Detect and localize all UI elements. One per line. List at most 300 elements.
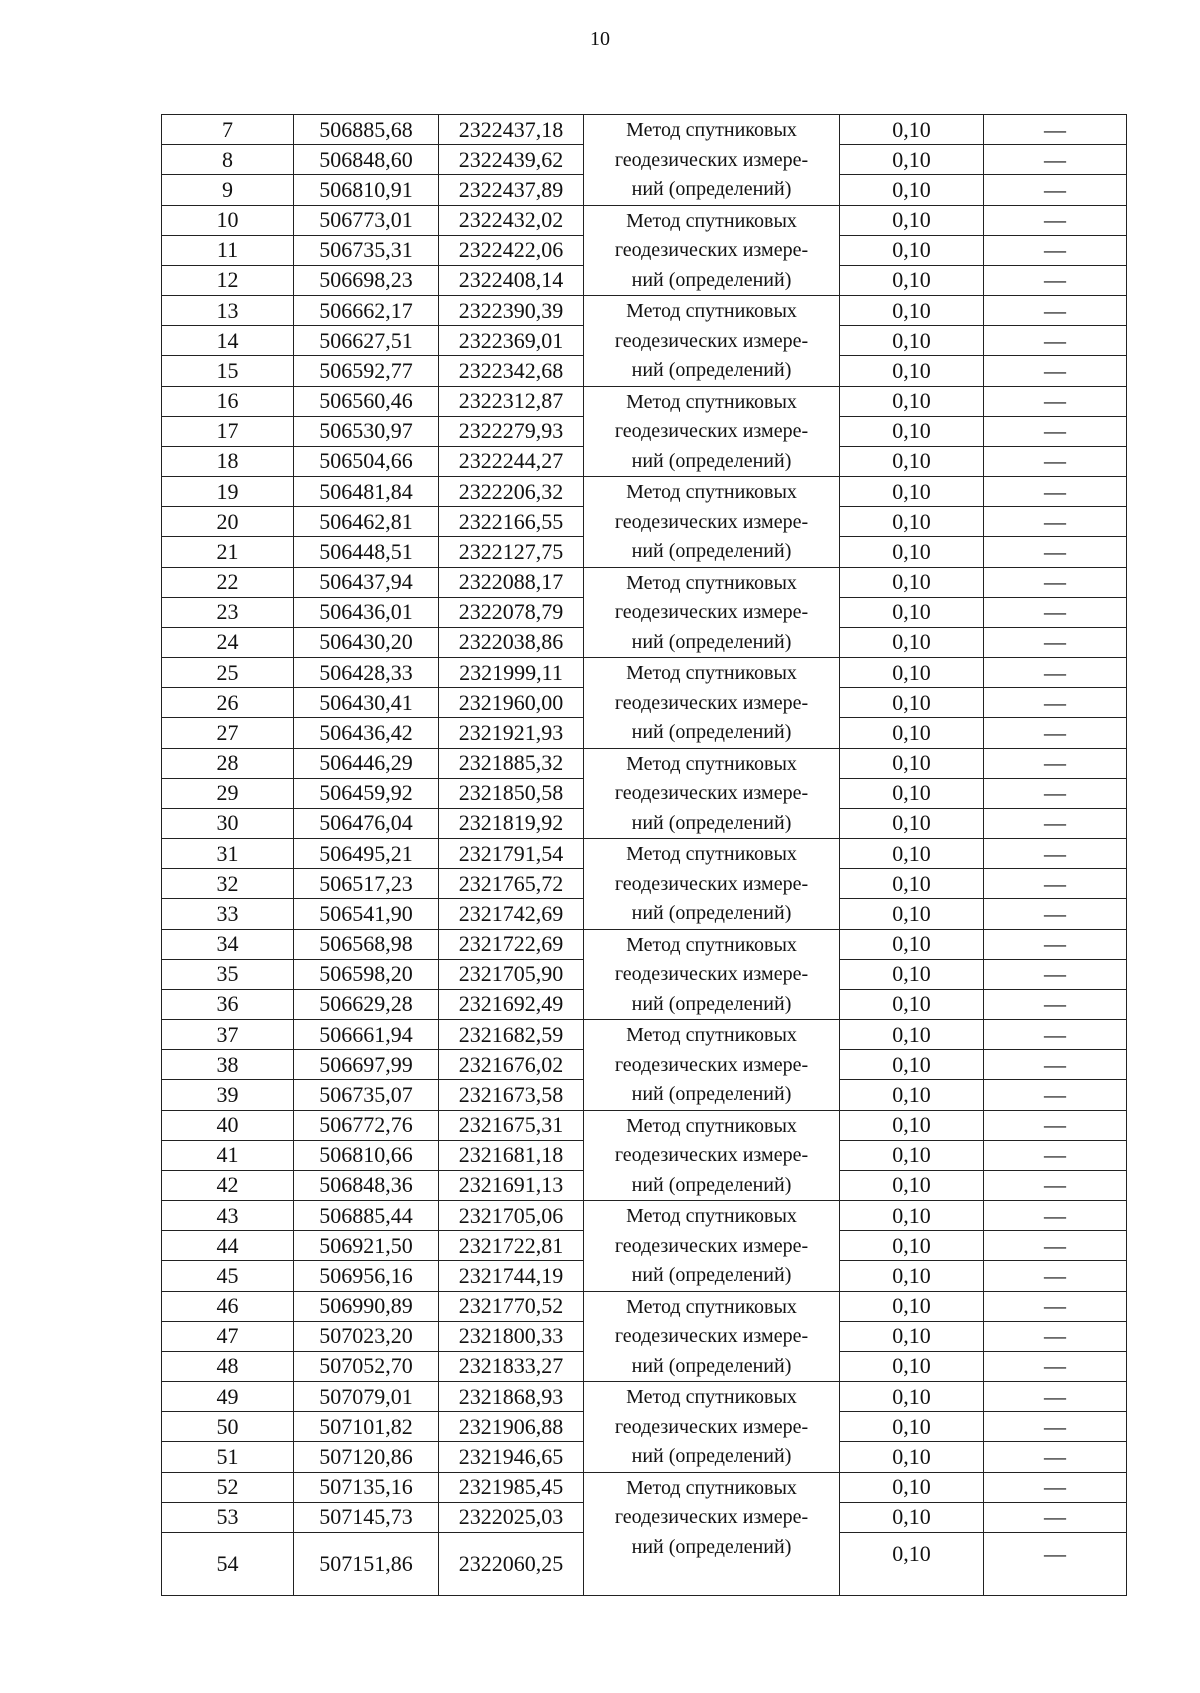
- note-cell: —: [984, 265, 1127, 295]
- method-cell: [584, 658, 840, 749]
- coordinate-x-cell: 506848,60: [294, 145, 439, 175]
- point-number-cell: 45: [162, 1261, 294, 1291]
- coordinate-x-cell: 506436,01: [294, 597, 439, 627]
- point-number-cell: 46: [162, 1291, 294, 1321]
- point-number-cell: 37: [162, 1020, 294, 1050]
- coordinate-x-cell: 507120,86: [294, 1442, 439, 1472]
- accuracy-cell: 0,10: [840, 1020, 984, 1050]
- method-text-line: Метод спутниковых: [626, 300, 797, 322]
- table-row: [162, 1291, 1127, 1321]
- accuracy-cell: 0,10: [840, 688, 984, 718]
- method-text-line: ний (определений): [631, 1083, 792, 1105]
- note-cell: —: [984, 507, 1127, 537]
- method-text-line: ний (определений): [631, 992, 792, 1015]
- method-text-line: геодезических измере-: [614, 1415, 809, 1438]
- coordinate-y-cell: 2322166,55: [439, 507, 584, 537]
- point-number-cell: 34: [162, 929, 294, 959]
- coordinate-x-cell: 506459,92: [294, 778, 439, 808]
- method-cell: [584, 296, 840, 387]
- table-row: [162, 205, 1127, 235]
- point-number-cell: 53: [162, 1502, 294, 1532]
- accuracy-cell: 0,10: [840, 1532, 984, 1595]
- accuracy-cell: 0,10: [840, 989, 984, 1019]
- coordinate-x-cell: 506698,23: [294, 265, 439, 295]
- coordinate-x-cell: 506541,90: [294, 899, 439, 929]
- accuracy-cell: 0,10: [840, 1140, 984, 1170]
- accuracy-cell: 0,10: [840, 1472, 984, 1502]
- method-text-line: ний (определений): [631, 449, 792, 472]
- point-number-cell: 12: [162, 265, 294, 295]
- point-number-cell: 10: [162, 205, 294, 235]
- note-cell: —: [984, 899, 1127, 929]
- accuracy-cell: 0,10: [840, 235, 984, 265]
- coordinate-x-cell: 506810,91: [294, 175, 439, 205]
- coordinate-y-cell: 2321742,69: [439, 899, 584, 929]
- note-cell: —: [984, 1502, 1127, 1532]
- note-cell: —: [984, 718, 1127, 748]
- accuracy-cell: 0,10: [840, 1201, 984, 1231]
- accuracy-cell: 0,10: [840, 627, 984, 657]
- coordinate-y-cell: 2321800,33: [439, 1321, 584, 1351]
- accuracy-cell: 0,10: [840, 899, 984, 929]
- method-text-line: Метод спутниковых: [626, 1476, 797, 1499]
- method-text-line: ний (определений): [631, 178, 792, 200]
- point-number-cell: 49: [162, 1382, 294, 1412]
- coordinate-x-cell: 506476,04: [294, 808, 439, 838]
- method-text-line: геодезических измере-: [614, 148, 809, 171]
- coordinate-x-cell: 506448,51: [294, 537, 439, 567]
- coordinate-x-cell: 507101,82: [294, 1412, 439, 1442]
- coordinate-y-cell: 2322060,25: [439, 1532, 584, 1595]
- coordinate-x-cell: 506504,66: [294, 446, 439, 476]
- accuracy-cell: 0,10: [840, 959, 984, 989]
- accuracy-cell: 0,10: [840, 115, 984, 145]
- point-number-cell: 19: [162, 477, 294, 507]
- coordinate-y-cell: 2322422,06: [439, 235, 584, 265]
- accuracy-cell: 0,10: [840, 718, 984, 748]
- method-text-line: ний (определений): [631, 1354, 792, 1377]
- method-text-line: Метод спутниковых: [626, 1295, 797, 1318]
- coordinate-y-cell: 2322369,01: [439, 326, 584, 356]
- note-cell: —: [984, 688, 1127, 718]
- coordinate-y-cell: 2322279,93: [439, 416, 584, 446]
- coordinate-x-cell: 506437,94: [294, 567, 439, 597]
- note-cell: —: [984, 627, 1127, 657]
- coordinate-x-cell: 507079,01: [294, 1382, 439, 1412]
- method-cell: [584, 205, 840, 296]
- note-cell: —: [984, 1532, 1127, 1595]
- coordinate-x-cell: 506430,20: [294, 627, 439, 657]
- method-text-line: геодезических измере-: [614, 1144, 809, 1166]
- coordinate-x-cell: 506735,07: [294, 1080, 439, 1110]
- method-cell: [584, 386, 840, 477]
- note-cell: —: [984, 869, 1127, 899]
- method-text-line: ний (определений): [631, 811, 792, 834]
- accuracy-cell: 0,10: [840, 205, 984, 235]
- coordinate-y-cell: 2321691,13: [439, 1170, 584, 1200]
- accuracy-cell: 0,10: [840, 1382, 984, 1412]
- note-cell: —: [984, 597, 1127, 627]
- table-row: [162, 839, 1127, 869]
- coordinate-x-cell: 506885,44: [294, 1201, 439, 1231]
- method-cell: [584, 477, 840, 568]
- note-cell: —: [984, 1472, 1127, 1502]
- table-row: [162, 115, 1127, 145]
- note-cell: —: [984, 537, 1127, 567]
- table-row: [162, 929, 1127, 959]
- method-text-line: ний (определений): [631, 359, 792, 381]
- method-text-line: ний (определений): [631, 1264, 792, 1286]
- point-number-cell: 33: [162, 899, 294, 929]
- note-cell: —: [984, 808, 1127, 838]
- method-cell: [584, 839, 840, 930]
- note-cell: —: [984, 658, 1127, 688]
- note-cell: —: [984, 115, 1127, 145]
- method-text-line: Метод спутниковых: [626, 481, 797, 503]
- note-cell: —: [984, 929, 1127, 959]
- point-number-cell: 21: [162, 537, 294, 567]
- accuracy-cell: 0,10: [840, 597, 984, 627]
- coordinate-y-cell: 2321921,93: [439, 718, 584, 748]
- method-cell: [584, 1020, 840, 1111]
- note-cell: —: [984, 748, 1127, 778]
- note-cell: —: [984, 175, 1127, 205]
- coordinate-x-cell: 506629,28: [294, 989, 439, 1019]
- coordinate-y-cell: 2322206,32: [439, 477, 584, 507]
- coordinate-x-cell: 506592,77: [294, 356, 439, 386]
- coordinate-x-cell: 506627,51: [294, 326, 439, 356]
- coordinate-y-cell: 2322025,03: [439, 1502, 584, 1532]
- point-number-cell: 54: [162, 1532, 294, 1595]
- method-text-line: Метод спутниковых: [626, 662, 797, 684]
- coordinate-y-cell: 2321985,45: [439, 1472, 584, 1502]
- point-number-cell: 26: [162, 688, 294, 718]
- accuracy-cell: 0,10: [840, 386, 984, 416]
- accuracy-cell: 0,10: [840, 507, 984, 537]
- accuracy-cell: 0,10: [840, 1351, 984, 1381]
- point-number-cell: 16: [162, 386, 294, 416]
- coordinate-y-cell: 2321675,31: [439, 1110, 584, 1140]
- method-text-line: ний (определений): [631, 268, 792, 291]
- method-text-line: Метод спутниковых: [626, 1114, 797, 1137]
- accuracy-cell: 0,10: [840, 296, 984, 326]
- accuracy-cell: 0,10: [840, 1412, 984, 1442]
- point-number-cell: 39: [162, 1080, 294, 1110]
- point-number-cell: 27: [162, 718, 294, 748]
- coordinate-y-cell: 2321868,93: [439, 1382, 584, 1412]
- method-text-line: геодезических измере-: [614, 420, 809, 442]
- coordinate-y-cell: 2322408,14: [439, 265, 584, 295]
- method-text-line: ний (определений): [631, 1173, 792, 1196]
- coordinate-y-cell: 2321722,69: [439, 929, 584, 959]
- method-text-line: геодезических измере-: [614, 239, 809, 261]
- table-row: [162, 1020, 1127, 1050]
- note-cell: —: [984, 1080, 1127, 1110]
- point-number-cell: 9: [162, 175, 294, 205]
- method-text-line: ний (определений): [631, 540, 792, 562]
- point-number-cell: 50: [162, 1412, 294, 1442]
- note-cell: —: [984, 296, 1127, 326]
- coordinate-x-cell: 506662,17: [294, 296, 439, 326]
- note-cell: —: [984, 1291, 1127, 1321]
- coordinate-y-cell: 2321705,90: [439, 959, 584, 989]
- coordinates-table: [161, 114, 1127, 1596]
- accuracy-cell: 0,10: [840, 326, 984, 356]
- note-cell: —: [984, 1110, 1127, 1140]
- method-cell: [584, 748, 840, 839]
- method-text-line: геодезических измере-: [614, 782, 809, 804]
- coordinate-y-cell: 2322432,02: [439, 205, 584, 235]
- point-number-cell: 32: [162, 869, 294, 899]
- note-cell: —: [984, 839, 1127, 869]
- coordinate-y-cell: 2322244,27: [439, 446, 584, 476]
- method-text-line: Метод спутниковых: [626, 843, 797, 865]
- method-cell: [584, 1382, 840, 1473]
- point-number-cell: 30: [162, 808, 294, 838]
- note-cell: —: [984, 477, 1127, 507]
- point-number-cell: 17: [162, 416, 294, 446]
- note-cell: —: [984, 1261, 1127, 1291]
- accuracy-cell: 0,10: [840, 1170, 984, 1200]
- note-cell: —: [984, 989, 1127, 1019]
- coordinate-y-cell: 2321681,18: [439, 1140, 584, 1170]
- coordinate-y-cell: 2322127,75: [439, 537, 584, 567]
- coordinate-y-cell: 2321906,88: [439, 1412, 584, 1442]
- coordinate-x-cell: 506885,68: [294, 115, 439, 145]
- method-text-line: Метод спутниковых: [626, 390, 797, 413]
- accuracy-cell: 0,10: [840, 748, 984, 778]
- note-cell: —: [984, 778, 1127, 808]
- point-number-cell: 25: [162, 658, 294, 688]
- accuracy-cell: 0,10: [840, 1261, 984, 1291]
- method-text-line: ний (определений): [631, 630, 792, 653]
- accuracy-cell: 0,10: [840, 1110, 984, 1140]
- table-row: [162, 386, 1127, 416]
- table-row: [162, 658, 1127, 688]
- coordinate-y-cell: 2321819,92: [439, 808, 584, 838]
- coordinate-y-cell: 2321692,49: [439, 989, 584, 1019]
- accuracy-cell: 0,10: [840, 929, 984, 959]
- note-cell: —: [984, 1050, 1127, 1080]
- note-cell: —: [984, 235, 1127, 265]
- coordinate-y-cell: 2322390,39: [439, 296, 584, 326]
- coordinate-x-cell: 506773,01: [294, 205, 439, 235]
- accuracy-cell: 0,10: [840, 1442, 984, 1472]
- note-cell: —: [984, 1140, 1127, 1170]
- page-number: 10: [590, 28, 610, 50]
- method-text-line: геодезических измере-: [614, 601, 809, 623]
- coordinate-x-cell: 507052,70: [294, 1351, 439, 1381]
- coordinate-x-cell: 506462,81: [294, 507, 439, 537]
- point-number-cell: 36: [162, 989, 294, 1019]
- method-text-line: геодезических измере-: [614, 329, 809, 352]
- note-cell: —: [984, 1020, 1127, 1050]
- point-number-cell: 43: [162, 1201, 294, 1231]
- coordinate-x-cell: 507145,73: [294, 1502, 439, 1532]
- coordinate-y-cell: 2322078,79: [439, 597, 584, 627]
- method-text-line: ний (определений): [631, 1445, 792, 1467]
- point-number-cell: 29: [162, 778, 294, 808]
- coordinate-x-cell: 506735,31: [294, 235, 439, 265]
- method-cell: [584, 1472, 840, 1595]
- point-number-cell: 38: [162, 1050, 294, 1080]
- method-text-line: ний (определений): [631, 1535, 792, 1558]
- method-text-line: геодезических измере-: [614, 872, 809, 895]
- coordinate-y-cell: 2321744,19: [439, 1261, 584, 1291]
- point-number-cell: 22: [162, 567, 294, 597]
- point-number-cell: 44: [162, 1231, 294, 1261]
- note-cell: —: [984, 1321, 1127, 1351]
- coordinate-y-cell: 2322038,86: [439, 627, 584, 657]
- note-cell: —: [984, 1442, 1127, 1472]
- table-row: [162, 477, 1127, 507]
- accuracy-cell: 0,10: [840, 265, 984, 295]
- point-number-cell: 51: [162, 1442, 294, 1472]
- coordinate-y-cell: 2321722,81: [439, 1231, 584, 1261]
- coordinate-y-cell: 2322437,18: [439, 115, 584, 145]
- accuracy-cell: 0,10: [840, 869, 984, 899]
- point-number-cell: 15: [162, 356, 294, 386]
- coordinate-x-cell: 506810,66: [294, 1140, 439, 1170]
- point-number-cell: 48: [162, 1351, 294, 1381]
- accuracy-cell: 0,10: [840, 1231, 984, 1261]
- coordinate-x-cell: 506697,99: [294, 1050, 439, 1080]
- point-number-cell: 42: [162, 1170, 294, 1200]
- accuracy-cell: 0,10: [840, 1050, 984, 1080]
- coordinate-x-cell: 506430,41: [294, 688, 439, 718]
- accuracy-cell: 0,10: [840, 175, 984, 205]
- coordinate-y-cell: 2321765,72: [439, 869, 584, 899]
- coordinate-y-cell: 2322437,89: [439, 175, 584, 205]
- method-text-line: Метод спутниковых: [626, 933, 797, 956]
- method-cell: [584, 567, 840, 658]
- method-text-line: геодезических измере-: [614, 1053, 809, 1076]
- coordinate-y-cell: 2321705,06: [439, 1201, 584, 1231]
- accuracy-cell: 0,10: [840, 145, 984, 175]
- accuracy-cell: 0,10: [840, 808, 984, 838]
- method-text-line: Метод спутниковых: [626, 752, 797, 775]
- method-text-line: Метод спутниковых: [626, 209, 797, 232]
- table-row: [162, 296, 1127, 326]
- method-cell: [584, 1291, 840, 1382]
- coordinate-x-cell: 506530,97: [294, 416, 439, 446]
- point-number-cell: 28: [162, 748, 294, 778]
- accuracy-cell: 0,10: [840, 416, 984, 446]
- point-number-cell: 23: [162, 597, 294, 627]
- coordinate-x-cell: 506921,50: [294, 1231, 439, 1261]
- accuracy-cell: 0,10: [840, 477, 984, 507]
- coordinate-y-cell: 2321999,11: [439, 658, 584, 688]
- method-text-line: геодезических измере-: [614, 510, 809, 533]
- coordinate-x-cell: 506661,94: [294, 1020, 439, 1050]
- coordinate-x-cell: 506517,23: [294, 869, 439, 899]
- method-text-line: ний (определений): [631, 721, 792, 743]
- point-number-cell: 41: [162, 1140, 294, 1170]
- coordinate-x-cell: 506848,36: [294, 1170, 439, 1200]
- coordinate-y-cell: 2321885,32: [439, 748, 584, 778]
- coordinate-x-cell: 507135,16: [294, 1472, 439, 1502]
- point-number-cell: 35: [162, 959, 294, 989]
- coordinate-y-cell: 2321850,58: [439, 778, 584, 808]
- table-row: [162, 1110, 1127, 1140]
- coordinate-y-cell: 2321833,27: [439, 1351, 584, 1381]
- table-row: [162, 1472, 1127, 1502]
- point-number-cell: 11: [162, 235, 294, 265]
- note-cell: —: [984, 386, 1127, 416]
- accuracy-cell: 0,10: [840, 567, 984, 597]
- note-cell: —: [984, 416, 1127, 446]
- note-cell: —: [984, 326, 1127, 356]
- point-number-cell: 8: [162, 145, 294, 175]
- coordinate-x-cell: 507151,86: [294, 1532, 439, 1595]
- point-number-cell: 20: [162, 507, 294, 537]
- coordinate-x-cell: 506428,33: [294, 658, 439, 688]
- table-row: [162, 1201, 1127, 1231]
- note-cell: —: [984, 1231, 1127, 1261]
- table-row: [162, 748, 1127, 778]
- point-number-cell: 24: [162, 627, 294, 657]
- note-cell: —: [984, 567, 1127, 597]
- accuracy-cell: 0,10: [840, 839, 984, 869]
- method-text-line: ний (определений): [631, 902, 792, 924]
- note-cell: —: [984, 145, 1127, 175]
- method-text-line: геодезических измере-: [614, 1234, 809, 1257]
- method-cell: [584, 929, 840, 1020]
- note-cell: —: [984, 205, 1127, 235]
- coordinate-x-cell: 506772,76: [294, 1110, 439, 1140]
- accuracy-cell: 0,10: [840, 1502, 984, 1532]
- method-text-line: Метод спутниковых: [626, 119, 797, 141]
- coordinate-x-cell: 506990,89: [294, 1291, 439, 1321]
- method-cell: [584, 1201, 840, 1292]
- method-text-line: Метод спутниковых: [626, 1386, 797, 1408]
- coordinates-table-body: [162, 115, 1127, 1596]
- note-cell: —: [984, 1170, 1127, 1200]
- method-cell: [584, 1110, 840, 1201]
- coordinate-y-cell: 2322088,17: [439, 567, 584, 597]
- note-cell: —: [984, 1382, 1127, 1412]
- method-text-line: Метод спутниковых: [626, 1024, 797, 1046]
- method-text-line: геодезических измере-: [614, 963, 809, 985]
- table-row: [162, 567, 1127, 597]
- method-cell: [584, 115, 840, 206]
- note-cell: —: [984, 446, 1127, 476]
- method-text-line: Метод спутниковых: [626, 1205, 797, 1227]
- point-number-cell: 52: [162, 1472, 294, 1502]
- coordinate-y-cell: 2322439,62: [439, 145, 584, 175]
- accuracy-cell: 0,10: [840, 537, 984, 567]
- accuracy-cell: 0,10: [840, 1321, 984, 1351]
- note-cell: —: [984, 959, 1127, 989]
- note-cell: —: [984, 1201, 1127, 1231]
- point-number-cell: 7: [162, 115, 294, 145]
- coordinate-x-cell: 506598,20: [294, 959, 439, 989]
- coordinate-x-cell: 506481,84: [294, 477, 439, 507]
- method-text-line: Метод спутниковых: [626, 571, 797, 594]
- method-text-line: геодезических измере-: [614, 1325, 809, 1347]
- table-row: [162, 1382, 1127, 1412]
- coordinate-x-cell: 506436,42: [294, 718, 439, 748]
- accuracy-cell: 0,10: [840, 778, 984, 808]
- point-number-cell: 18: [162, 446, 294, 476]
- coordinate-y-cell: 2321676,02: [439, 1050, 584, 1080]
- coordinate-x-cell: 507023,20: [294, 1321, 439, 1351]
- accuracy-cell: 0,10: [840, 446, 984, 476]
- coordinate-y-cell: 2321770,52: [439, 1291, 584, 1321]
- coordinate-x-cell: 506446,29: [294, 748, 439, 778]
- accuracy-cell: 0,10: [840, 658, 984, 688]
- coordinate-x-cell: 506560,46: [294, 386, 439, 416]
